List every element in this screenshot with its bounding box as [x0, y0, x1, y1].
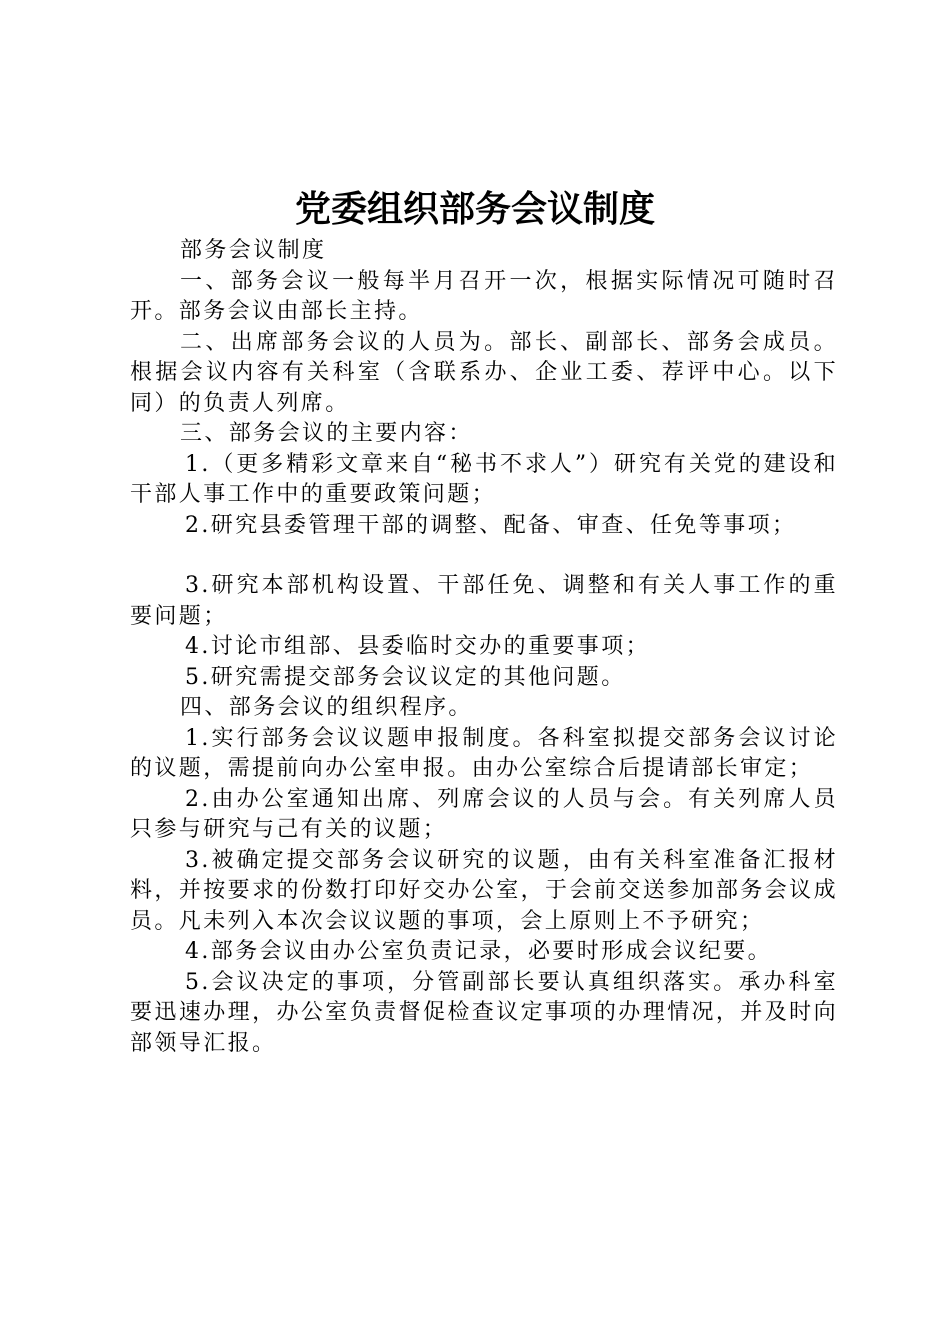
paragraph-item-4-3: 3.被确定提交部务会议研究的议题，由有关科室准备汇报材料，并按要求的份数打印好交办公室，于会前交送参加部务会议成员。凡未列入本次会议议题的事项，会上原则上不予研究； [130, 847, 838, 934]
paragraph-item-3-4: 4.讨论市组部、县委临时交办的重要事项； [185, 634, 650, 659]
paragraph-section-3: 三、部务会议的主要内容： [180, 421, 473, 446]
paragraph-item-4-1: 1.实行部务会议议题申报制度。各科室拟提交部务会议讨论的议题，需提前向办公室申报。由办公室综合后提请部长审定； [130, 725, 838, 781]
document-body [130, 236, 838, 1059]
paragraph-section-1: 一、部务会议一般每半月召开一次，根据实际情况可随时召开。部务会议由部长主持。 [130, 268, 838, 324]
paragraph-heading: 部务会议制度 [180, 238, 327, 263]
paragraph-item-4-4: 4.部务会议由办公室负责记录，必要时形成会议纪要。 [185, 939, 772, 964]
paragraph-item-4-5: 5.会议决定的事项，分管副部长要认真组织落实。承办科室要迅速办理，办公室负责督促检查议定事项的办理情况，并及时向部领导汇报。 [130, 969, 838, 1056]
paragraph-item-3-3: 3.研究本部机构设置、干部任免、调整和有关人事工作的重要问题； [130, 573, 838, 629]
paragraph-section-4: 四、部务会议的组织程序。 [180, 695, 473, 720]
document-title: 党委组织部务会议制度 [294, 188, 655, 230]
paragraph-item-3-1: 1.（更多精彩文章来自“秘书不求人”）研究有关党的建设和干部人事工作中的重要政策问题； [130, 451, 838, 507]
paragraph-section-2: 二、出席部务会议的人员为。部长、副部长、部务会成员。根据会议内容有关科室（含联系办、企业工委、荐评中心。以下同）的负责人列席。 [130, 329, 838, 416]
paragraph-item-3-5: 5.研究需提交部务会议议定的其他问题。 [185, 664, 626, 690]
paragraph-item-3-2: 2.研究县委管理干部的调整、配备、审查、任免等事项； [185, 512, 797, 538]
paragraph-item-4-2: 2.由办公室通知出席、列席会议的人员与会。有关列席人员只参与研究与己有关的议题； [130, 786, 838, 842]
